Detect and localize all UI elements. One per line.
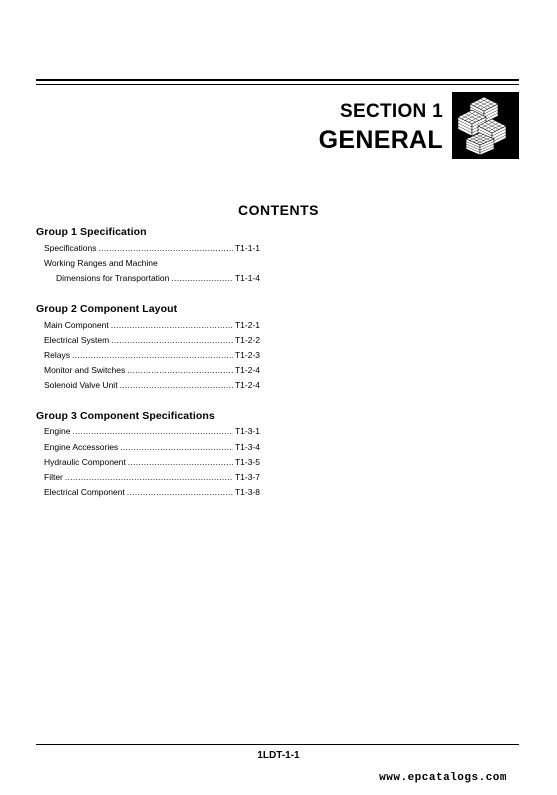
toc-entry-page: T1-1-4 [234, 273, 260, 284]
toc-entry[interactable] [44, 455, 260, 470]
toc-group-3 [36, 409, 276, 501]
toc-entry-label: Electrical Component [44, 487, 125, 498]
contents-heading: CONTENTS [238, 202, 319, 218]
toc-entry-label: Engine Accessories [44, 441, 119, 452]
toc-entry-label: Solenoid Valve Unit [44, 380, 118, 391]
footer-rule [36, 744, 519, 745]
toc-entry-page: T1-2-4 [234, 365, 260, 376]
toc-leader [128, 455, 233, 470]
toc-entry[interactable] [44, 363, 260, 378]
toc-group-title: Group 3 Component Specifications [36, 409, 215, 422]
toc-leader [98, 241, 233, 256]
toc-entry-page: T1-3-4 [234, 441, 260, 452]
toc-entry-page: T1-2-3 [234, 349, 260, 360]
toc-leader [171, 271, 233, 286]
toc-entry[interactable] [44, 318, 260, 333]
toc-entry[interactable] [44, 378, 260, 393]
toc-group-title: Group 2 Component Layout [36, 302, 178, 315]
toc-entry[interactable] [44, 470, 260, 485]
header-rule [36, 79, 519, 85]
section-cube-logo-icon [452, 92, 519, 159]
toc-entry[interactable] [44, 256, 260, 271]
toc-entry[interactable] [44, 348, 260, 363]
toc-entry-label: Relays [44, 349, 70, 360]
toc-entry-label: Working Ranges and Machine [44, 258, 158, 269]
toc-leader [120, 378, 233, 393]
toc-group-title: Group 1 Specification [36, 226, 147, 238]
toc-entry-page: T1-2-4 [234, 380, 260, 391]
toc-entry[interactable] [44, 333, 260, 348]
page-code: 1LDT-1-1 [257, 750, 300, 761]
toc-entry-page: T1-2-1 [234, 319, 260, 330]
toc-entry-label: Electrical System [44, 334, 110, 345]
toc-entry-label: Main Component [44, 319, 109, 330]
toc-entry[interactable] [56, 271, 260, 286]
toc-group-2 [36, 302, 276, 394]
toc-leader [72, 424, 232, 439]
toc-entry-label: Dimensions for Transportation [56, 273, 170, 284]
toc-leader [120, 440, 233, 455]
toc-entry-label: Hydraulic Component [44, 456, 126, 467]
section-name: GENERAL [318, 126, 443, 154]
toc-entry-label: Monitor and Switches [44, 365, 126, 376]
toc-leader [72, 348, 233, 363]
toc-entry-page: T1-3-1 [234, 426, 260, 437]
toc-leader [111, 333, 233, 348]
toc-entry-page: T1-3-8 [234, 487, 260, 498]
toc-leader [127, 485, 233, 500]
section-title-block [319, 102, 443, 153]
toc-entry-label: Engine [44, 426, 71, 437]
toc-entry-page: T1-2-2 [234, 334, 260, 345]
watermark: www.epcatalogs.com [379, 772, 507, 784]
toc-entry[interactable] [44, 485, 260, 500]
toc-entry[interactable] [44, 241, 260, 256]
toc-leader [127, 363, 233, 378]
section-number: SECTION 1 [340, 101, 443, 122]
toc-entry-label: Specifications [44, 242, 97, 253]
toc-entry[interactable] [44, 425, 260, 440]
toc-entry-label: Filter [44, 472, 63, 483]
toc-leader [65, 470, 233, 485]
toc-entry-page: T1-3-7 [234, 472, 260, 483]
toc-entry-page: T1-3-5 [234, 456, 260, 467]
toc-entry-page: T1-1-1 [234, 242, 260, 253]
toc-leader [111, 318, 233, 333]
table-of-contents [36, 225, 276, 515]
toc-entry[interactable] [44, 440, 260, 455]
toc-group-1 [36, 225, 276, 287]
